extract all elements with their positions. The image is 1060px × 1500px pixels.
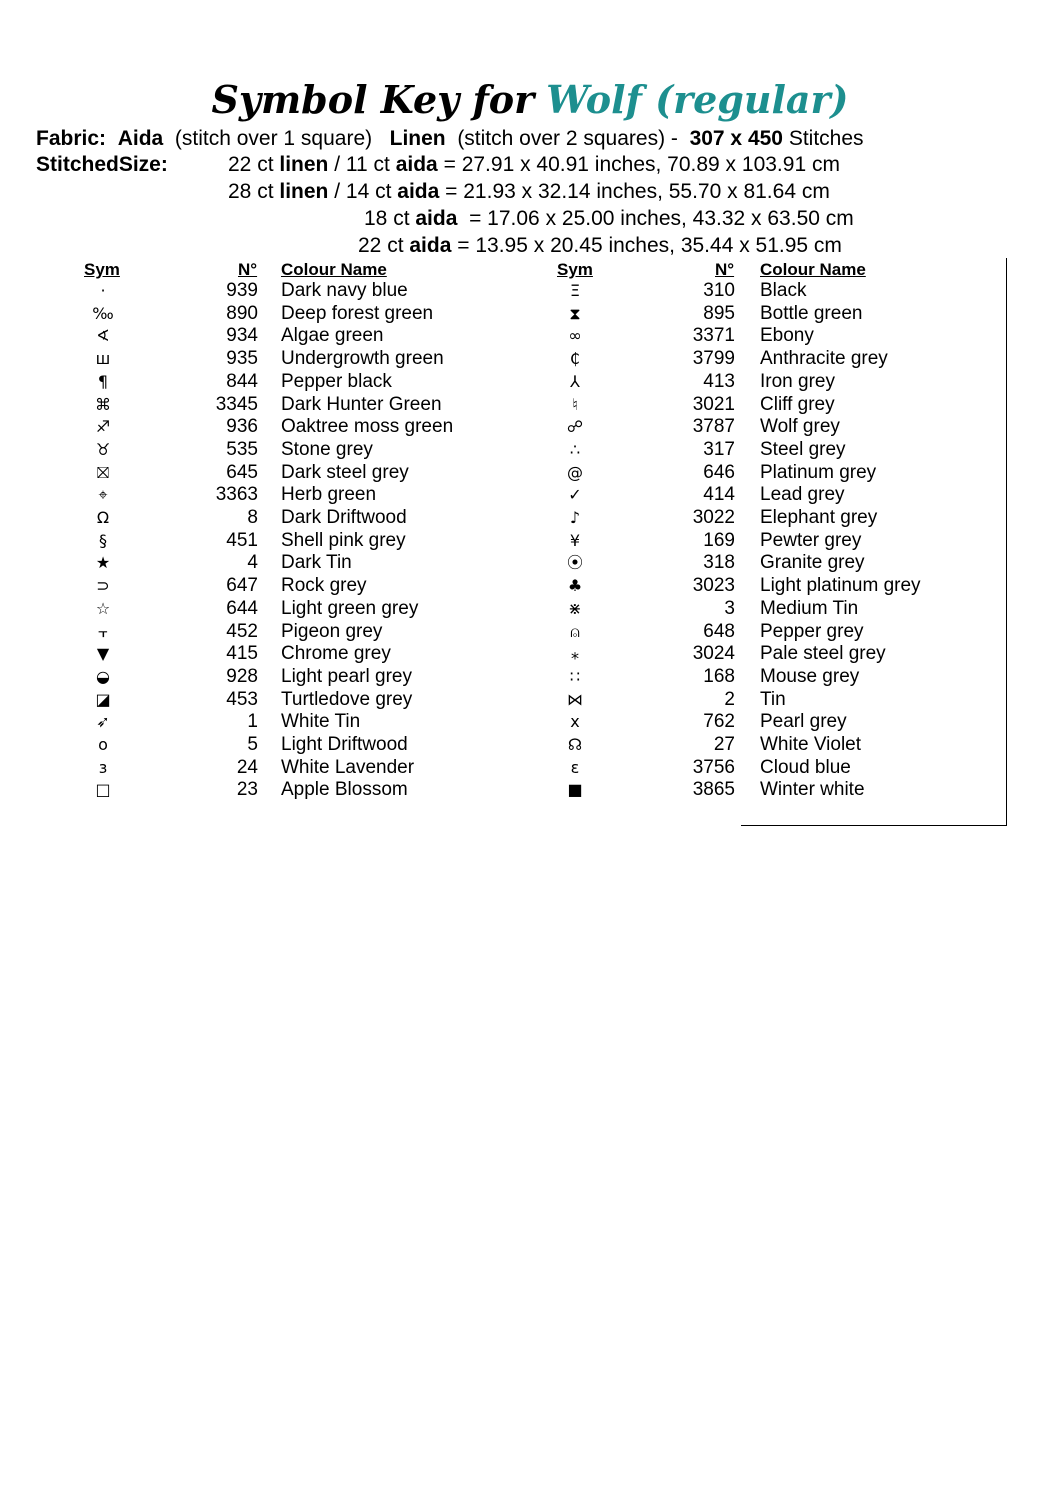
thread-number: 935	[226, 348, 258, 370]
symbol-glyph: ɜ	[98, 757, 108, 777]
colour-name: Light green grey	[281, 597, 419, 619]
symbol-glyph: ⅄	[570, 371, 580, 391]
table-row	[0, 598, 1000, 621]
fabric-linen-note: (stitch over 2 squares) -	[457, 127, 678, 150]
table-row	[0, 303, 1000, 326]
title-prefix: Symbol Key for	[211, 77, 535, 122]
colour-name: Stone grey	[281, 438, 373, 460]
stitched-size-label: StitchedSize:	[36, 153, 168, 176]
thread-number: 413	[703, 370, 735, 392]
table-row	[0, 552, 1000, 575]
symbol-glyph: ⍝	[570, 621, 580, 641]
colour-name: Herb green	[281, 484, 377, 506]
thread-number: 168	[703, 665, 735, 687]
thread-number: 24	[236, 756, 258, 778]
thread-number: 317	[703, 438, 735, 460]
thread-number: 5	[247, 734, 258, 755]
colour-name: Pale steel grey	[760, 643, 886, 665]
colour-name: Algae green	[281, 325, 384, 347]
thread-number: 3	[724, 597, 735, 619]
thread-number: 415	[226, 643, 258, 665]
table-row	[0, 666, 1000, 689]
stitched-size-row	[358, 233, 842, 259]
colour-name: Platinum grey	[760, 461, 877, 483]
thread-number: 890	[226, 302, 258, 324]
fabric-aida-note: (stitch over 1 square)	[174, 127, 373, 150]
colour-name: Iron grey	[760, 370, 835, 392]
table-row	[0, 507, 1000, 530]
symbol-glyph: ★	[95, 553, 111, 573]
fabric-aida: Aida	[117, 127, 164, 150]
table-row	[0, 439, 1000, 462]
colour-name: Pepper grey	[760, 620, 864, 642]
symbol-glyph: ♮	[572, 394, 578, 414]
thread-number: 3021	[692, 393, 735, 415]
table-row	[0, 484, 1000, 507]
fabric: aida	[409, 234, 452, 257]
colour-name: Undergrowth green	[281, 348, 444, 370]
thread-number: 934	[226, 325, 258, 347]
fabric-linen: Linen	[389, 127, 446, 150]
colour-name: Winter white	[760, 779, 865, 801]
colour-name: Ebony	[760, 325, 814, 347]
symbol-glyph: ⋈	[567, 689, 583, 709]
thread-number: 3865	[692, 779, 735, 801]
colour-name: Apple Blossom	[281, 779, 408, 801]
symbol-glyph: x	[570, 712, 580, 732]
colour-name: Cloud blue	[760, 756, 851, 778]
colour-name: Pigeon grey	[281, 620, 383, 642]
symbol-glyph: ⊃	[96, 576, 110, 596]
symbol-glyph: ¥	[569, 530, 581, 550]
symbol-glyph: ∴	[569, 439, 581, 459]
thread-number: 645	[226, 461, 258, 483]
colour-name: Mouse grey	[760, 665, 860, 687]
colour-name: White Violet	[760, 734, 862, 755]
table-row	[0, 711, 1000, 734]
symbol-glyph: ⌘	[95, 394, 111, 414]
colour-name: Lead grey	[760, 484, 845, 506]
symbol-glyph: ⛝	[96, 462, 110, 482]
colour-name: Rock grey	[281, 575, 367, 597]
symbol-glyph: ☆	[95, 598, 111, 618]
table-row	[0, 643, 1000, 666]
colour-name: Cliff grey	[760, 393, 835, 415]
pattern-name: Wolf (regular)	[546, 77, 849, 122]
symbol-glyph: ➶	[96, 712, 110, 732]
symbol-glyph: ε	[570, 757, 580, 777]
colour-name: Dark Tin	[281, 552, 352, 574]
thread-number: 310	[703, 280, 735, 301]
colour-name: Anthracite grey	[760, 348, 888, 370]
symbol-glyph: Ξ	[569, 281, 581, 300]
colour-name: Turtledove grey	[281, 688, 413, 710]
colour-name: Pewter grey	[760, 529, 862, 551]
colour-name: Black	[760, 280, 807, 301]
thread-number: 895	[703, 302, 735, 324]
stitched-size-row	[228, 179, 830, 205]
symbol-glyph: □	[95, 780, 111, 800]
thread-number: 928	[226, 665, 258, 687]
fabric: aida	[415, 207, 458, 230]
table-row	[0, 621, 1000, 644]
colour-name: Chrome grey	[281, 643, 391, 665]
symbol-glyph: ·	[100, 281, 106, 300]
thread-number: 3022	[692, 507, 735, 528]
colour-name: Light Driftwood	[281, 734, 408, 755]
thread-number: 453	[226, 688, 258, 710]
thread-number: 3371	[692, 325, 735, 347]
table-row	[0, 734, 1000, 757]
fabric-stitches: Stitches	[788, 127, 864, 150]
table-row	[0, 394, 1000, 417]
symbol-glyph: ☊	[567, 735, 583, 754]
colour-name: Medium Tin	[760, 597, 859, 619]
fabric: aida	[395, 153, 438, 176]
symbol-glyph: ⦿	[566, 553, 583, 573]
symbol-glyph: @	[567, 462, 583, 482]
colour-name: Steel grey	[760, 438, 846, 460]
thread-number: 451	[226, 529, 258, 551]
table-border-right	[1006, 258, 1007, 826]
symbol-glyph: ∢	[96, 326, 110, 346]
thread-number: 27	[713, 734, 735, 755]
table-row	[0, 530, 1000, 553]
fabric-line	[36, 126, 864, 152]
colour-name: Light pearl grey	[281, 665, 412, 687]
table-row	[0, 779, 1000, 802]
colour-name: Light platinum grey	[760, 575, 921, 597]
colour-name: White Lavender	[281, 756, 415, 778]
symbol-glyph: ◪	[95, 689, 111, 709]
fabric-label: Fabric:	[36, 127, 107, 150]
colour-name: Pearl grey	[760, 711, 847, 733]
symbol-glyph: ⫟	[98, 621, 108, 641]
thread-number: 936	[226, 416, 258, 438]
symbol-glyph: ш	[95, 349, 111, 369]
symbol-glyph: ♐	[95, 417, 111, 437]
thread-number: 318	[703, 552, 735, 574]
thread-number: 414	[703, 484, 735, 506]
thread-number: 3756	[692, 756, 735, 778]
thread-number: 3023	[692, 575, 735, 597]
symbol-glyph: ⌖	[98, 485, 108, 505]
count: / 14 ct	[334, 180, 392, 203]
symbol-glyph: Ω	[96, 508, 110, 527]
symbol-glyph: ♣	[567, 576, 583, 596]
colour-name: Oaktree moss green	[281, 416, 454, 438]
thread-number: 8	[247, 507, 258, 528]
symbol-glyph: ∷	[569, 666, 581, 686]
size-result: = 27.91 x 40.91 inches, 70.89 x 103.91 cm	[443, 153, 840, 176]
symbol-glyph: ■	[567, 780, 583, 800]
table-row	[0, 348, 1000, 371]
colour-name: Dark navy blue	[281, 280, 408, 301]
header-sym: Sym	[84, 260, 120, 279]
table-row	[0, 462, 1000, 485]
thread-number: 762	[703, 711, 735, 733]
thread-number: 2	[724, 688, 735, 710]
symbol-glyph: ∞	[568, 326, 582, 346]
table-row	[0, 325, 1000, 348]
thread-number: 3363	[215, 484, 258, 506]
table-row	[0, 575, 1000, 598]
thread-number: 3799	[692, 348, 735, 370]
table-row	[0, 757, 1000, 780]
thread-number: 844	[226, 370, 258, 392]
symbol-glyph: ☍	[566, 417, 584, 437]
thread-number: 939	[226, 280, 258, 301]
symbol-glyph: ♉	[95, 439, 111, 459]
thread-number: 4	[247, 552, 258, 574]
count: 28 ct	[228, 180, 274, 203]
thread-number: 1	[247, 711, 258, 733]
table-row	[0, 280, 1000, 303]
count: 22 ct	[358, 234, 404, 257]
fabric: linen	[279, 153, 329, 176]
stitched-size-row	[228, 152, 840, 178]
thread-number: 535	[226, 438, 258, 460]
symbol-glyph: ◒	[96, 666, 110, 686]
symbol-glyph: §	[99, 530, 107, 550]
header-sym: Sym	[557, 260, 593, 279]
symbol-glyph: ⋇	[568, 598, 582, 618]
colour-name: Dark steel grey	[281, 461, 409, 483]
symbol-glyph: ⧗	[569, 303, 581, 323]
size-result: = 17.06 x 25.00 inches, 43.32 x 63.50 cm	[463, 207, 854, 230]
thread-number: 647	[226, 575, 258, 597]
thread-number: 23	[236, 779, 258, 801]
thread-number: 452	[226, 620, 258, 642]
table-row	[0, 689, 1000, 712]
symbol-glyph: ¶	[97, 371, 109, 391]
thread-number: 646	[703, 461, 735, 483]
size-result: = 21.93 x 32.14 inches, 55.70 x 81.64 cm	[445, 180, 830, 203]
count: / 11 ct	[334, 153, 390, 176]
symbol-glyph: o	[98, 735, 108, 754]
symbol-glyph: ♪	[569, 508, 581, 527]
fabric: linen	[279, 180, 329, 203]
page-title	[0, 74, 1060, 126]
table-row	[0, 416, 1000, 439]
symbol-glyph: ⁎	[571, 644, 579, 664]
colour-name: Dark Driftwood	[281, 507, 407, 528]
thread-number: 169	[703, 529, 735, 551]
colour-name: Shell pink grey	[281, 529, 406, 551]
colour-name: Bottle green	[760, 302, 863, 324]
count: 22 ct	[228, 153, 274, 176]
colour-name: Granite grey	[760, 552, 865, 574]
header-colour-name: Colour Name	[281, 260, 387, 279]
thread-number: 3345	[215, 393, 258, 415]
symbol-glyph: ₵	[569, 349, 581, 369]
colour-name: Dark Hunter Green	[281, 393, 442, 415]
thread-number: 3024	[692, 643, 735, 665]
size-result: = 13.95 x 20.45 inches, 35.44 x 51.95 cm	[457, 234, 842, 257]
fabric: aida	[397, 180, 440, 203]
symbol-glyph: ▼	[96, 644, 110, 664]
colour-name: White Tin	[281, 711, 361, 733]
colour-name: Deep forest green	[281, 302, 434, 324]
header-colour-name: Colour Name	[760, 260, 866, 279]
colour-name: Pepper black	[281, 370, 392, 392]
colour-name: Tin	[760, 688, 786, 710]
thread-number: 644	[226, 597, 258, 619]
header-num: N°	[715, 260, 735, 279]
table-row	[0, 371, 1000, 394]
thread-number: 3787	[692, 416, 735, 438]
symbol-glyph: ‰	[92, 303, 114, 323]
count: 18 ct	[364, 207, 410, 230]
colour-name: Wolf grey	[760, 416, 840, 438]
header-num: N°	[238, 260, 258, 279]
table-border-bottom	[741, 825, 1007, 826]
thread-number: 648	[703, 620, 735, 642]
fabric-dims: 307 x 450	[689, 127, 783, 150]
colour-name: Elephant grey	[760, 507, 878, 528]
stitched-size-row	[364, 206, 854, 232]
symbol-glyph: ✓	[568, 485, 582, 505]
